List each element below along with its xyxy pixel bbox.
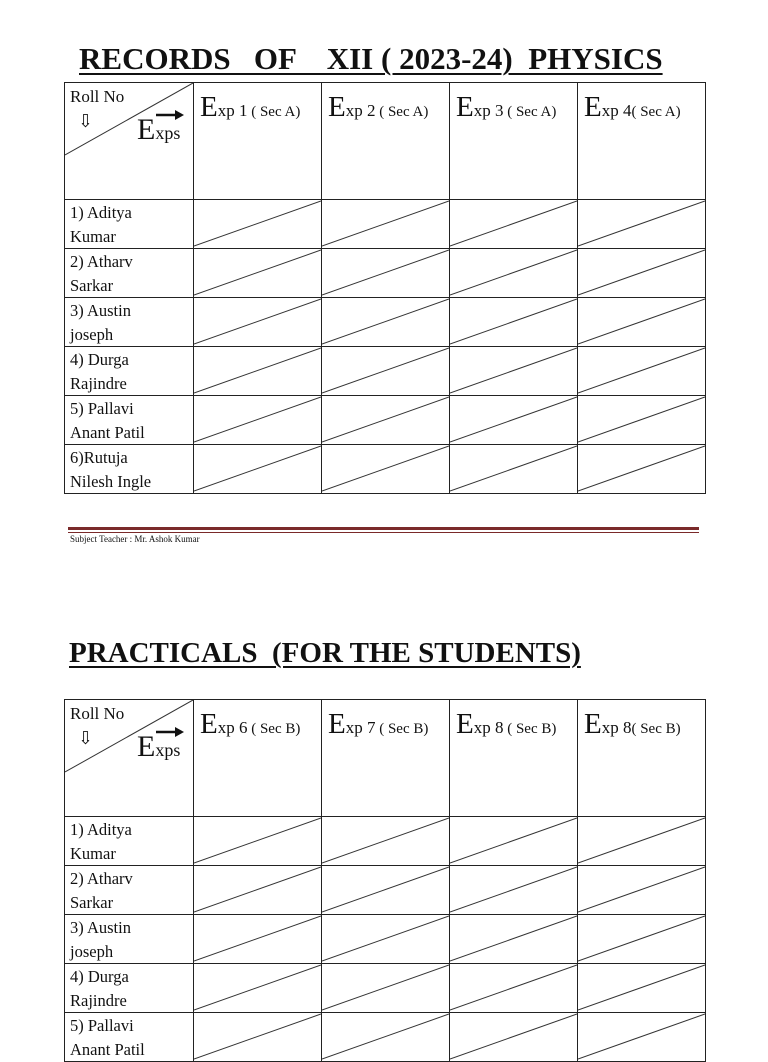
down-arrow-icon: ⇩ xyxy=(78,111,94,131)
student-row xyxy=(65,817,706,866)
footer-divider-thin xyxy=(68,532,699,533)
student-name-line1: 3) Austin xyxy=(70,918,131,937)
record-cell xyxy=(450,964,578,1013)
record-cell xyxy=(578,347,706,396)
student-name-cell xyxy=(65,396,194,445)
experiment-header-label: Exp 6 ( Sec B) xyxy=(200,708,301,740)
cell-diagonal xyxy=(194,396,321,443)
student-name-line1: 4) Durga xyxy=(70,350,129,369)
student-name-cell xyxy=(65,1013,194,1062)
student-row xyxy=(65,298,706,347)
record-cell xyxy=(578,445,706,494)
cell-diagonal xyxy=(578,396,705,443)
record-cell xyxy=(194,964,322,1013)
cell-diagonal xyxy=(578,200,705,247)
record-cell xyxy=(322,445,450,494)
practicals-title: PRACTICALS (FOR THE STUDENTS) xyxy=(69,637,581,669)
experiment-header-cell xyxy=(578,700,706,817)
student-name-cell xyxy=(65,347,194,396)
subject-teacher-note: Subject Teacher : Mr. Ashok Kumar xyxy=(70,534,200,544)
cell-diagonal xyxy=(322,1013,449,1060)
student-name-line2: Sarkar xyxy=(70,276,114,295)
student-name-line1: 5) Pallavi xyxy=(70,399,134,418)
student-name-line1: 2) Atharv xyxy=(70,252,133,271)
cell-diagonal xyxy=(322,817,449,864)
cell-diagonal xyxy=(578,1013,705,1060)
cell-diagonal xyxy=(322,249,449,296)
record-cell xyxy=(578,298,706,347)
corner-header-cell xyxy=(65,700,194,817)
cell-diagonal xyxy=(450,347,577,394)
cell-diagonal xyxy=(194,1013,321,1060)
experiment-header-label: Exp 8 ( Sec B) xyxy=(456,708,557,740)
cell-diagonal xyxy=(450,964,577,1011)
cell-diagonal xyxy=(578,445,705,492)
student-name-line2: Rajindre xyxy=(70,991,127,1010)
cell-diagonal xyxy=(578,915,705,962)
records-title: RECORDS OF XII ( 2023-24) PHYSICS xyxy=(79,41,663,76)
student-name-cell xyxy=(65,249,194,298)
cell-diagonal xyxy=(578,249,705,296)
student-name-line2: joseph xyxy=(70,325,114,344)
experiment-header-cell xyxy=(322,700,450,817)
student-name-line2: joseph xyxy=(70,942,114,961)
practicals-table xyxy=(64,699,706,1062)
student-row xyxy=(65,445,706,494)
cell-diagonal xyxy=(194,915,321,962)
student-name-line2: Rajindre xyxy=(70,374,127,393)
experiment-header-label: Exp 8( Sec B) xyxy=(584,708,681,740)
student-row xyxy=(65,1013,706,1062)
student-name-line2: Nilesh Ingle xyxy=(70,472,152,491)
cell-diagonal xyxy=(450,866,577,913)
student-name-cell xyxy=(65,200,194,249)
record-cell xyxy=(322,298,450,347)
record-cell xyxy=(578,396,706,445)
record-cell xyxy=(450,396,578,445)
record-cell xyxy=(322,866,450,915)
record-cell xyxy=(322,396,450,445)
record-cell xyxy=(578,1013,706,1062)
student-name-line1: 5) Pallavi xyxy=(70,1016,134,1035)
record-cell xyxy=(322,915,450,964)
record-cell xyxy=(450,866,578,915)
record-cell xyxy=(578,964,706,1013)
record-cell xyxy=(194,866,322,915)
corner-header-cell xyxy=(65,83,194,200)
cell-diagonal xyxy=(578,866,705,913)
student-row xyxy=(65,200,706,249)
roll-no-label: Roll No xyxy=(70,704,125,723)
record-cell xyxy=(578,817,706,866)
student-name-line1: 4) Durga xyxy=(70,967,129,986)
record-cell xyxy=(450,817,578,866)
student-name-cell xyxy=(65,866,194,915)
cell-diagonal xyxy=(322,915,449,962)
record-cell xyxy=(450,347,578,396)
cell-diagonal xyxy=(450,396,577,443)
record-cell xyxy=(194,298,322,347)
student-name-cell xyxy=(65,964,194,1013)
record-cell xyxy=(194,915,322,964)
student-name-line1: 1) Aditya xyxy=(70,820,132,839)
student-row xyxy=(65,964,706,1013)
experiment-header-label: Exp 7 ( Sec B) xyxy=(328,708,429,740)
student-name-line1: 6)Rutuja xyxy=(70,448,128,467)
cell-diagonal xyxy=(450,249,577,296)
student-name-line1: 1) Aditya xyxy=(70,203,132,222)
student-row xyxy=(65,866,706,915)
record-cell xyxy=(322,817,450,866)
record-cell xyxy=(194,249,322,298)
cell-diagonal xyxy=(194,298,321,345)
cell-diagonal xyxy=(322,298,449,345)
experiment-header-label: Exp 3 ( Sec A) xyxy=(456,91,557,123)
header-row xyxy=(65,700,706,817)
record-cell xyxy=(450,1013,578,1062)
student-name-line2: Kumar xyxy=(70,844,116,863)
cell-diagonal xyxy=(450,817,577,864)
student-name-line2: Kumar xyxy=(70,227,116,246)
student-name-cell xyxy=(65,817,194,866)
header-row xyxy=(65,83,706,200)
experiment-header-cell xyxy=(578,83,706,200)
cell-diagonal xyxy=(578,347,705,394)
record-cell xyxy=(194,1013,322,1062)
cell-diagonal xyxy=(194,817,321,864)
cell-diagonal xyxy=(194,964,321,1011)
student-row xyxy=(65,915,706,964)
student-name-line2: Sarkar xyxy=(70,893,114,912)
record-cell xyxy=(194,347,322,396)
experiment-header-cell xyxy=(450,83,578,200)
record-cell xyxy=(450,915,578,964)
experiment-header-label: Exp 4( Sec A) xyxy=(584,91,681,123)
cell-diagonal xyxy=(450,1013,577,1060)
record-cell xyxy=(578,915,706,964)
experiment-header-cell xyxy=(450,700,578,817)
record-cell xyxy=(578,866,706,915)
record-cell xyxy=(450,445,578,494)
student-name-line2: Anant Patil xyxy=(70,423,145,442)
record-cell xyxy=(322,200,450,249)
record-cell xyxy=(194,396,322,445)
record-cell xyxy=(194,445,322,494)
student-name-cell xyxy=(65,445,194,494)
down-arrow-icon: ⇩ xyxy=(78,728,94,748)
record-cell xyxy=(322,347,450,396)
cell-diagonal xyxy=(322,445,449,492)
record-cell xyxy=(578,249,706,298)
cell-diagonal xyxy=(578,298,705,345)
student-row xyxy=(65,396,706,445)
cell-diagonal xyxy=(322,964,449,1011)
student-name-cell xyxy=(65,915,194,964)
student-name-line2: Anant Patil xyxy=(70,1040,145,1059)
experiment-header-cell xyxy=(322,83,450,200)
exps-label: Exps xyxy=(137,730,181,763)
student-row xyxy=(65,249,706,298)
record-cell xyxy=(322,1013,450,1062)
cell-diagonal xyxy=(322,200,449,247)
student-name-line1: 2) Atharv xyxy=(70,869,133,888)
footer-divider-thick xyxy=(68,527,699,530)
cell-diagonal xyxy=(322,866,449,913)
record-cell xyxy=(322,249,450,298)
experiment-header-label: Exp 1 ( Sec A) xyxy=(200,91,301,123)
records-table xyxy=(64,82,706,494)
cell-diagonal xyxy=(194,249,321,296)
student-name-line1: 3) Austin xyxy=(70,301,131,320)
student-row xyxy=(65,347,706,396)
cell-diagonal xyxy=(322,347,449,394)
cell-diagonal xyxy=(450,915,577,962)
record-cell xyxy=(450,249,578,298)
record-cell xyxy=(578,200,706,249)
exps-label: Exps xyxy=(137,113,181,146)
cell-diagonal xyxy=(578,817,705,864)
cell-diagonal xyxy=(450,445,577,492)
record-cell xyxy=(194,817,322,866)
student-name-cell xyxy=(65,298,194,347)
cell-diagonal xyxy=(194,200,321,247)
cell-diagonal xyxy=(322,396,449,443)
experiment-header-cell xyxy=(194,83,322,200)
cell-diagonal xyxy=(450,298,577,345)
experiment-header-label: Exp 2 ( Sec A) xyxy=(328,91,429,123)
record-cell xyxy=(450,298,578,347)
cell-diagonal xyxy=(194,445,321,492)
roll-no-label: Roll No xyxy=(70,87,125,106)
record-cell xyxy=(322,964,450,1013)
record-cell xyxy=(194,200,322,249)
cell-diagonal xyxy=(194,347,321,394)
record-cell xyxy=(450,200,578,249)
experiment-header-cell xyxy=(194,700,322,817)
cell-diagonal xyxy=(194,866,321,913)
cell-diagonal xyxy=(578,964,705,1011)
cell-diagonal xyxy=(450,200,577,247)
